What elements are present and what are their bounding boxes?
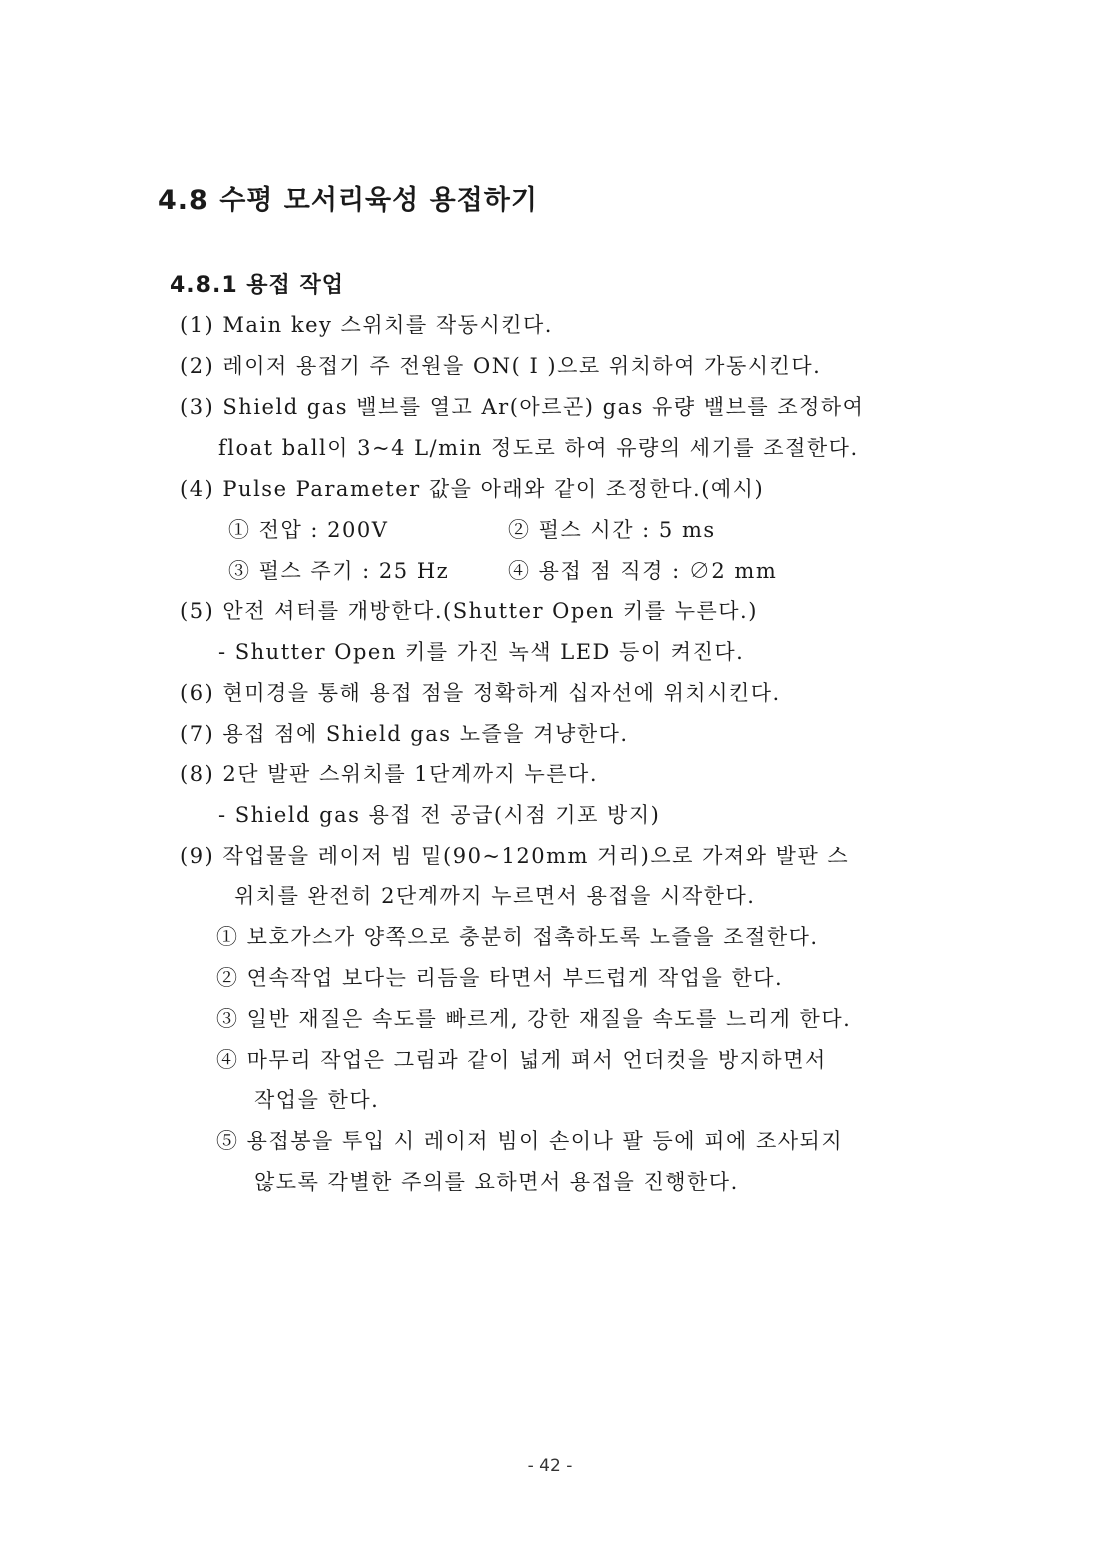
tip-2: ② 연속작업 보다는 리듬을 타면서 부드럽게 작업을 한다.	[216, 966, 784, 990]
page-number: - 42 -	[527, 1456, 573, 1476]
step-4: (4) Pulse Parameter 값을 아래와 같이 조정한다.(예시)	[180, 477, 765, 501]
step-8: (8) 2단 발판 스위치를 1단계까지 누른다.	[180, 762, 599, 786]
tip-5-continued: 않도록 각별한 주의를 요하면서 용접을 진행한다.	[254, 1170, 739, 1194]
step-5-note: - Shutter Open 키를 가진 녹색 LED 등이 켜진다.	[218, 640, 745, 664]
step-5: (5) 안전 셔터를 개방한다.(Shutter Open 키를 누른다.)	[180, 599, 758, 623]
section-title: 4.8 수평 모서리육성 용접하기	[158, 185, 538, 216]
step-1: (1) Main key 스위치를 작동시킨다.	[180, 313, 553, 337]
step-9: (9) 작업물을 레이저 빔 밑(90~120mm 거리)으로 가져와 발판 스	[180, 844, 850, 868]
step-9-continued: 위치를 완전히 2단계까지 누르면서 용접을 시작한다.	[234, 884, 756, 908]
param-voltage: ① 전압 : 200V	[228, 518, 389, 542]
step-6: (6) 현미경을 통해 용접 점을 정확하게 십자선에 위치시킨다.	[180, 681, 781, 705]
tip-5: ⑤ 용접봉을 투입 시 레이저 빔이 손이나 팔 등에 피에 조사되지	[216, 1129, 844, 1153]
param-pulse-time: ② 펄스 시간 : 5 ms	[508, 518, 716, 542]
step-8-note: - Shield gas 용접 전 공급(시점 기포 방지)	[218, 803, 661, 827]
param-pulse-period: ③ 펄스 주기 : 25 Hz	[228, 559, 450, 583]
tip-4-continued: 작업을 한다.	[254, 1088, 380, 1112]
tip-4: ④ 마무리 작업은 그림과 같이 넓게 펴서 언더컷을 방지하면서	[216, 1048, 827, 1072]
tip-3: ③ 일반 재질은 속도를 빠르게, 강한 재질을 속도를 느리게 한다.	[216, 1007, 852, 1031]
param-spot-diameter: ④ 용접 점 직경 : ∅2 mm	[508, 559, 778, 583]
subsection-title: 4.8.1 용접 작업	[170, 273, 344, 298]
step-3: (3) Shield gas 밸브를 열고 Ar(아르곤) gas 유량 밸브를 조정하여	[180, 395, 865, 419]
step-7: (7) 용접 점에 Shield gas 노즐을 겨냥한다.	[180, 722, 629, 746]
tip-1: ① 보호가스가 양쪽으로 충분히 접촉하도록 노즐을 조절한다.	[216, 925, 819, 949]
step-3-continued: float ball이 3~4 L/min 정도로 하여 유량의 세기를 조절한다.	[218, 436, 859, 460]
step-2: (2) 레이저 용접기 주 전원을 ON( I )으로 위치하여 가동시킨다.	[180, 354, 822, 378]
